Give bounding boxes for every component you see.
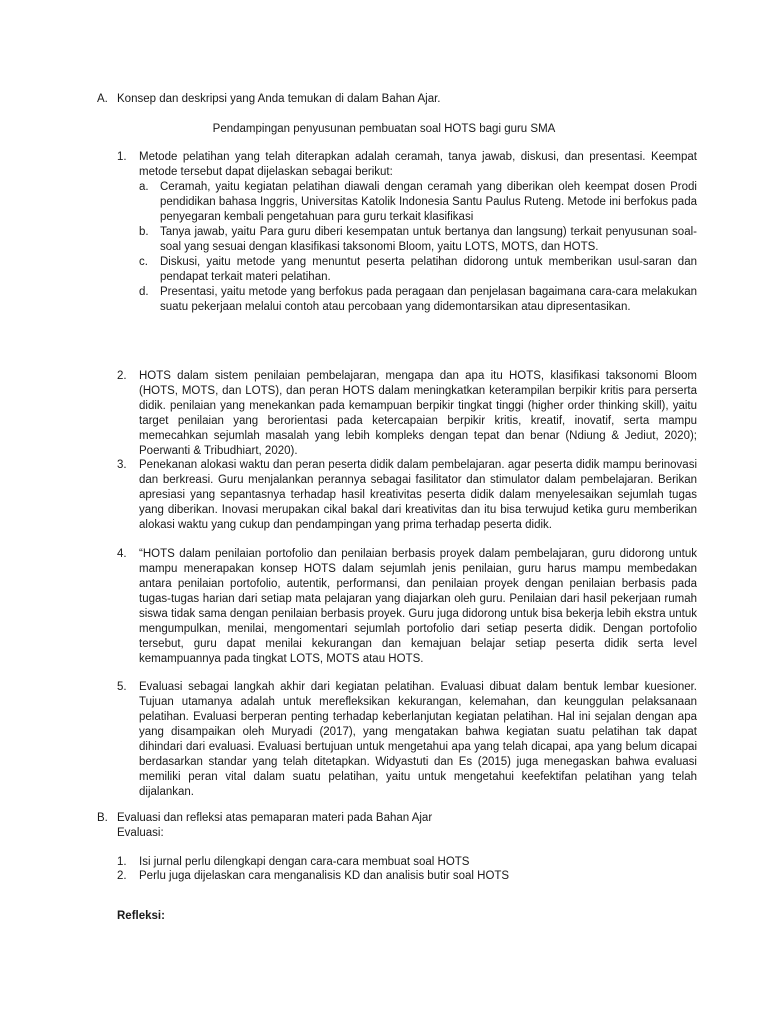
section-a-heading-text: Konsep dan deskripsi yang Anda temukan di dalam Bahan Ajar. (117, 93, 441, 105)
section-b-heading-text: Evaluasi dan refleksi atas pemaparan materi pada Bahan Ajar (117, 812, 433, 824)
item-text: Isi jurnal perlu dilengkapi dengan cara-cara membuat soal HOTS (139, 856, 470, 868)
evaluation-item-2 (117, 869, 697, 884)
item-number: 1. (117, 151, 127, 163)
item-text: Penekanan alokasi waktu dan peran peserta didik dalam pembelajaran. agar peserta didik mampu berinovasi dan berkreasi. Guru menjalankan perannya sebagai fasilitator dan stimulator dalam pembelajaran. Berikan apresiasi yang sepantasnya terhadap hasil kreativitas peserta didik dalam menyelesaikan sejumlah tugas yang diberikan. Inovasi merupakan cikal bakal dari kreativitas dan itu bisa terwujud ketika guru memberikan alokasi waktu yang cukup dan pendampingan yang prima terhadap peserta didik. (139, 459, 697, 531)
item-text: Perlu juga dijelaskan cara menganalisis KD dan analisis butir soal HOTS (139, 870, 510, 882)
subitem-b (139, 225, 697, 255)
evaluation-item-1 (117, 855, 697, 870)
section-a-label: A. (97, 93, 108, 105)
evaluation-label: Evaluasi: (117, 827, 164, 839)
subitem-letter: d. (139, 286, 149, 298)
item-number: 5. (117, 681, 127, 693)
subitem-text: Presentasi, yaitu metode yang berfokus pada peragaan dan penjelasan bagaimana cara-cara melakukan suatu pekerjaan melalui contoh atau percobaan yang didemontarsikan atau dipresentasikan. (160, 286, 697, 313)
item-number: 4. (117, 548, 127, 560)
list-item-2 (117, 369, 697, 459)
list-item-4 (117, 547, 697, 667)
item-number: 2. (117, 370, 127, 382)
subitem-text: Tanya jawab, yaitu Para guru diberi kesempatan untuk bertanya dan langsung) terkait penyusunan soal-soal yang sesuai dengan klasifikasi taksonomi Bloom, yaitu LOTS, MOTS, dan HOTS. (160, 226, 697, 253)
subitem-letter: b. (139, 226, 149, 238)
section-b-label: B. (97, 812, 108, 824)
subitem-c (139, 255, 697, 285)
reflection-label: Refleksi: (117, 910, 165, 922)
item-number: 1. (117, 856, 127, 868)
item-text: Metode pelatihan yang telah diterapkan adalah ceramah, tanya jawab, diskusi, dan presentasi. Keempat metode tersebut dapat dijelaskan sebagai berikut: (139, 151, 697, 178)
item-text: HOTS dalam sistem penilaian pembelajaran, mengapa dan apa itu HOTS, klasifikasi taksonomi Bloom (HOTS, MOTS, dan LOTS), dan peran HOTS dalam meningkatkan keterampilan berpikir kritis para perserta didik. penilaian yang menekankan pada kemampuan berpikir tingkat tinggi (higher order thinking skill), yaitu target penilaian yang berorientasi pada ketercapaian berpikir kritis, kreatif, inovatif, serta mampu memecahkan sejumlah masalah yang lebih kompleks dengan tepat dan benar (Ndiung & Jediut, 2020); Poerwanti & Tribudhiart, 2020). (139, 370, 697, 457)
subitem-d (139, 285, 697, 315)
subitem-text: Ceramah, yaitu kegiatan pelatihan diawali dengan ceramah yang diberikan oleh keempat dosen Prodi pendidikan bahasa Inggris, Universitas Katolik Indonesia Santu Paulus Ruteng. Metode ini berfokus pada penyegaran kembali pengetahuan para guru terkait klasifikasi (160, 181, 697, 223)
subitem-letter: a. (139, 181, 149, 193)
item-text: Evaluasi sebagai langkah akhir dari kegiatan pelatihan. Evaluasi dibuat dalam bentuk lembar kuesioner. Tujuan utamanya adalah untuk merefleksikan kekurangan, kelemahan, dan keunggulan pelaksanaan pelatihan. Evaluasi berperan penting terhadap keberlanjutan kegiatan pelatihan. Hal ini sejalan dengan apa yang disampaikan oleh Muryadi (2017), yang mengatakan bahwa kegiatan suatu pelatihan tak dapat dihindari dari evaluasi. Evaluasi bertujuan untuk mengetahui apa yang telah dicapai, apa yang belum dicapai berdasarkan standar yang telah ditetapkan. Widyastuti dan Es (2015) juga menegaskan bahwa evaluasi memiliki peran vital dalam suatu pelatihan, yaitu untuk mengetahui keefektifan pelatihan yang telah dijalankan. (139, 681, 697, 798)
subitem-text: Diskusi, yaitu metode yang menuntut peserta pelatihan didorong untuk memberikan usul-saran dan pendapat terkait materi pelatihan. (160, 256, 697, 283)
list-item-3 (117, 458, 697, 533)
document-title: Pendampingan penyusunan pembuatan soal HOTS bagi guru SMA (212, 123, 556, 135)
item-number: 2. (117, 870, 127, 882)
list-item-1 (117, 150, 697, 315)
subitem-letter: c. (139, 256, 148, 268)
subitem-a (139, 180, 697, 225)
list-item-5 (117, 680, 697, 800)
item-number: 3. (117, 459, 127, 471)
item-text: “HOTS dalam penilaian portofolio dan penilaian berbasis proyek dalam pembelajaran, guru didorong untuk mampu menerapakan konsep HOTS dalam sejumlah jenis penilaian, guru harus mampu membedakan antara penilaian portofolio, autentik, performansi, dan penilaian proyek dengan penilaian berbasis pada tugas-tugas harian dari setiap mata pelajaran yang diajarkan oleh guru. Penilaian dari hasil pekerjaan rumah siswa tidak sama dengan penilaian berbasis proyek. Guru juga didorong untuk bisa bekerja lebih ekstra untuk mengumpulkan, menilai, mengomentari sejumlah portofolio dari setiap peserta didik. Dengan portofolio tersebut, guru dapat menilai kekurangan dan kemajuan belajar setiap peserta didik serta level kemampuannya pada tingkat LOTS, MOTS atau HOTS. (139, 548, 697, 665)
